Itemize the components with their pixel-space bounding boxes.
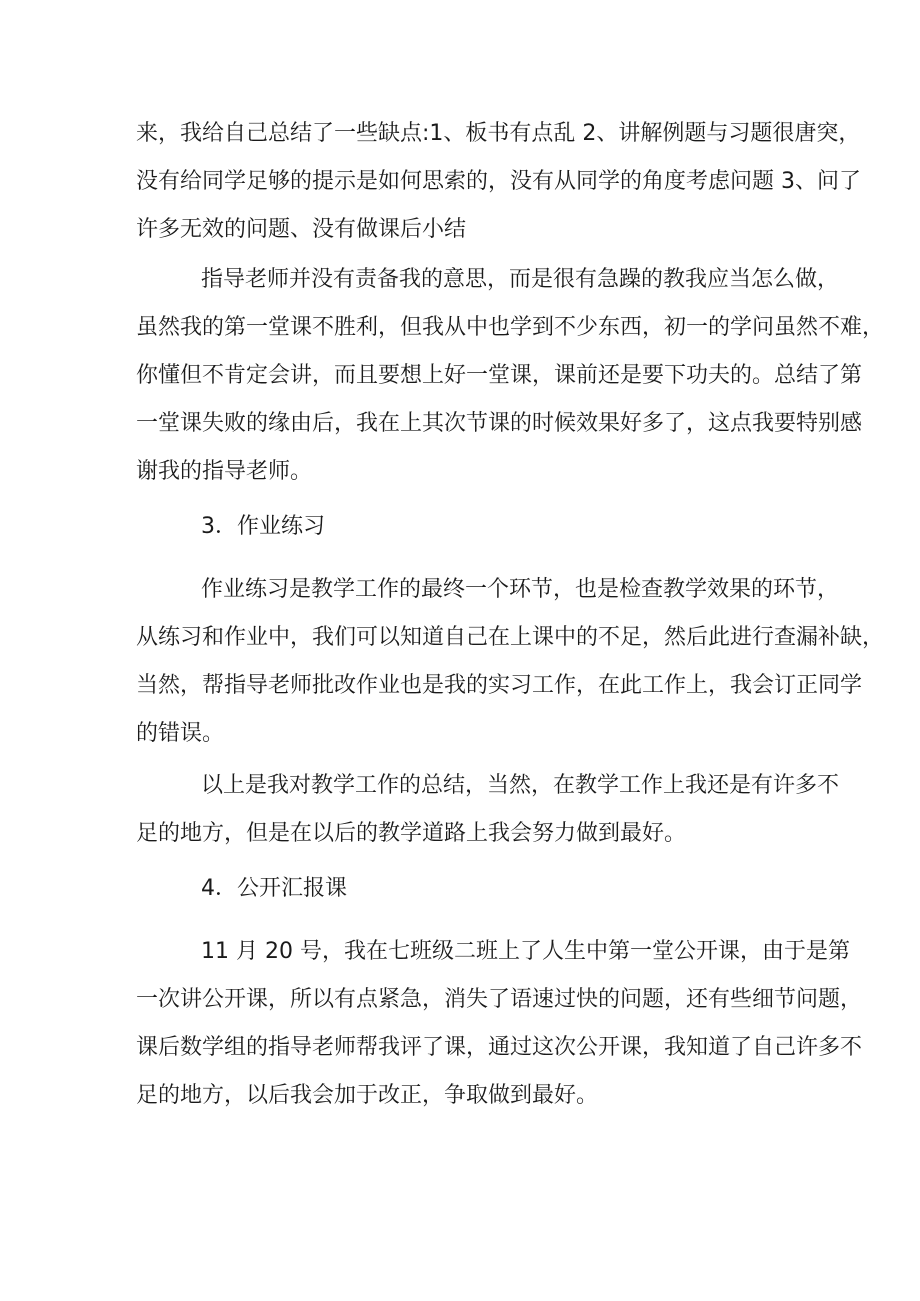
paragraph-5-line-4: 足的地方，以后我会加于改正，争取做到最好。 — [136, 1083, 599, 1108]
paragraph-2-line-3: 你懂但不肯定会讲，而且要想上好一堂课，课前还是要下功夫的。总结了第 — [136, 363, 863, 388]
paragraph-1-line-2: 没有给同学足够的提示是如何思索的，没有从同学的角度考虑问题 3、问了 — [136, 169, 861, 194]
paragraph-3-line-2: 从练习和作业中，我们可以知道自己在上课中的不足，然后此进行查漏补缺， — [136, 625, 885, 650]
paragraph-1-line-1: 来，我给自己总结了一些缺点:1、板书有点乱 2、讲解例题与习题很唐突， — [136, 121, 861, 146]
paragraph-3-line-3: 当然，帮指导老师批改作业也是我的实习工作，在此工作上，我会订正同学 — [136, 673, 863, 698]
paragraph-3-line-1: 作业练习是教学工作的最终一个环节，也是检查教学效果的环节， — [201, 577, 840, 602]
paragraph-2-line-2: 虽然我的第一堂课不胜利，但我从中也学到不少东西，初一的学问虽然不难， — [136, 315, 885, 340]
paragraph-1-line-3: 许多无效的问题、没有做课后小结 — [136, 217, 467, 242]
section-heading-homework: 3．作业练习 — [201, 514, 325, 539]
paragraph-4-line-1: 以上是我对教学工作的总结，当然，在教学工作上我还是有许多不 — [201, 773, 840, 798]
paragraph-5-line-1: 11 月 20 号，我在七班级二班上了人生中第一堂公开课，由于是第 — [201, 939, 850, 964]
section-heading-open-class: 4．公开汇报课 — [201, 876, 347, 901]
paragraph-2-line-5: 谢我的指导老师。 — [136, 459, 313, 484]
paragraph-2-line-1: 指导老师并没有责备我的意思，而是很有急躁的教我应当怎么做， — [201, 267, 840, 292]
paragraph-3-line-4: 的错误。 — [136, 721, 225, 746]
paragraph-4-line-2: 足的地方，但是在以后的教学道路上我会努力做到最好。 — [136, 821, 687, 846]
paragraph-2-line-4: 一堂课失败的缘由后，我在上其次节课的时候效果好多了，这点我要特别感 — [136, 411, 863, 436]
paragraph-5-line-3: 课后数学组的指导老师帮我评了课，通过这次公开课，我知道了自己许多不 — [136, 1035, 863, 1060]
paragraph-5-line-2: 一次讲公开课，所以有点紧急，消失了语速过快的问题，还有些细节问题， — [136, 987, 863, 1012]
